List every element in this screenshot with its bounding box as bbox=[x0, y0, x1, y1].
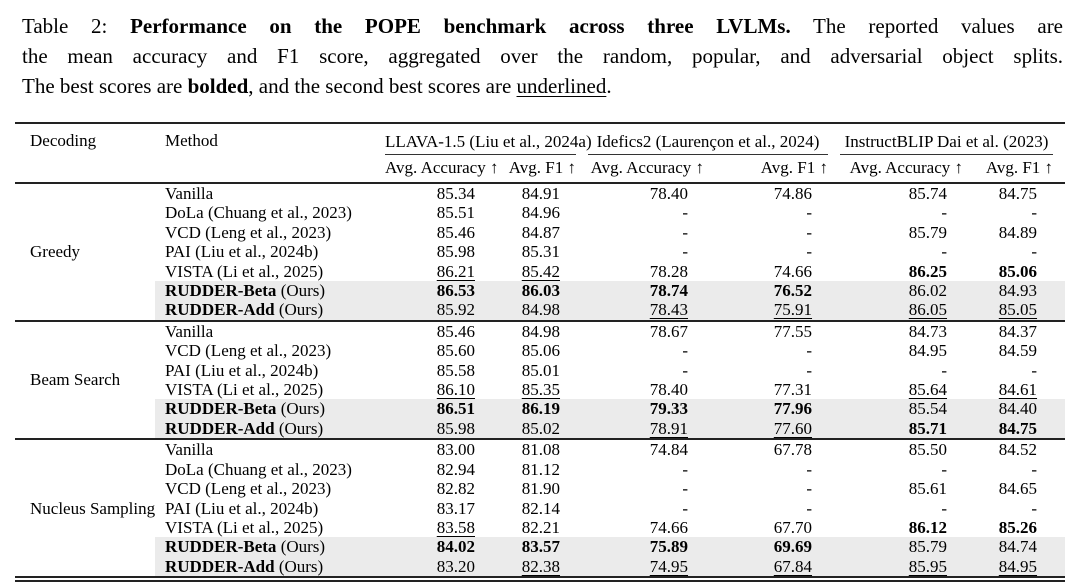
method-cell: PAI (Liu et al., 2024b) bbox=[165, 360, 319, 380]
metric-value: 85.54 bbox=[840, 399, 975, 418]
caption-line bbox=[22, 41, 1063, 71]
metric-value: 85.26 bbox=[998, 517, 1038, 537]
method-cell: VISTA (Li et al., 2025) bbox=[165, 517, 324, 537]
metric-value: 81.08 bbox=[521, 440, 561, 460]
metric-value: 78.74 bbox=[588, 281, 716, 300]
metric-value: 83.58 bbox=[436, 517, 475, 537]
metric-value: - bbox=[806, 341, 813, 361]
section-beam-search bbox=[15, 321, 1065, 439]
section-nucleus-sampling bbox=[15, 439, 1065, 577]
metric-value: - bbox=[1031, 203, 1038, 223]
method-cell: VISTA (Li et al., 2025) bbox=[165, 380, 324, 400]
metric-value: - bbox=[682, 360, 689, 380]
col-header-method: Method bbox=[165, 131, 218, 150]
metric-value: 85.71 bbox=[840, 419, 975, 439]
metric-value: 67.84 bbox=[716, 557, 840, 577]
caption-line bbox=[22, 11, 1063, 41]
method-name-bold: RUDDER-Beta bbox=[165, 281, 277, 301]
method-cell: VISTA (Li et al., 2025) bbox=[165, 261, 324, 281]
metric-value: 85.06 bbox=[998, 261, 1038, 281]
metric-value: - bbox=[682, 479, 689, 499]
metric-value: 74.84 bbox=[649, 440, 689, 460]
metric-value: 82.82 bbox=[436, 479, 475, 499]
col-header-idefics2-accuracy: Avg. Accuracy ↑ bbox=[590, 158, 705, 177]
metric-value: - bbox=[682, 459, 689, 479]
method-name-bold: RUDDER-Beta bbox=[165, 537, 277, 557]
metric-value: 85.06 bbox=[521, 341, 561, 361]
metric-value: 86.25 bbox=[908, 261, 948, 281]
table-row bbox=[15, 499, 1065, 518]
metric-value: 83.57 bbox=[503, 537, 588, 556]
metric-value: - bbox=[682, 341, 689, 361]
metric-value: 74.95 bbox=[588, 557, 716, 577]
metric-value: 77.60 bbox=[716, 419, 840, 439]
caption-text: . bbox=[606, 74, 612, 98]
metric-value: 79.33 bbox=[588, 399, 716, 418]
method-cell: RUDDER-Beta (Ours) bbox=[155, 399, 385, 418]
decoding-label: Nucleus Sampling bbox=[30, 498, 156, 518]
metric-value: 85.64 bbox=[908, 380, 948, 400]
col-group-llava-label: LLAVA-1.5 (Liu et al., 2024a) bbox=[385, 132, 576, 155]
table-row bbox=[15, 262, 1065, 281]
metric-value: 84.61 bbox=[998, 380, 1038, 400]
metric-value: 85.35 bbox=[521, 380, 561, 400]
metric-value: 84.96 bbox=[521, 203, 561, 223]
metric-value: 81.12 bbox=[521, 459, 561, 479]
metric-value: 86.53 bbox=[385, 281, 503, 300]
metric-value: 77.31 bbox=[773, 380, 813, 400]
table-row bbox=[15, 439, 1065, 459]
metric-value: 85.74 bbox=[908, 184, 948, 203]
metric-value: 83.17 bbox=[436, 498, 475, 518]
metric-value: 85.42 bbox=[521, 261, 561, 281]
metric-value: 85.31 bbox=[521, 242, 561, 262]
metric-value: 77.96 bbox=[716, 399, 840, 418]
metric-value: 74.66 bbox=[649, 517, 689, 537]
metric-value: 85.92 bbox=[385, 300, 503, 320]
caption-text: the mean accuracy and F1 score, aggregated over the random, popular, and adversarial object splits. bbox=[22, 44, 1063, 68]
caption-text: The reported values are bbox=[790, 14, 1064, 38]
col-group-idefics2 bbox=[588, 123, 840, 155]
method-cell: VCD (Leng et al., 2023) bbox=[165, 222, 332, 242]
table-row bbox=[15, 321, 1065, 341]
metric-value: 76.52 bbox=[716, 281, 840, 300]
caption-underlined-text: underlined bbox=[516, 74, 607, 98]
metric-value: 78.91 bbox=[588, 419, 716, 439]
col-group-instructblip bbox=[840, 123, 1065, 155]
metric-value: 84.75 bbox=[998, 184, 1038, 203]
table-row bbox=[15, 419, 1065, 439]
method-cell: RUDDER-Add (Ours) bbox=[155, 300, 385, 320]
metric-value: 78.43 bbox=[588, 300, 716, 320]
metric-value: 77.55 bbox=[773, 321, 813, 341]
metric-value: 69.69 bbox=[716, 537, 840, 556]
metric-value: 74.86 bbox=[773, 184, 813, 203]
col-group-llava bbox=[385, 123, 592, 155]
metric-value: 67.70 bbox=[773, 517, 813, 537]
metric-value: 85.50 bbox=[908, 440, 948, 460]
metric-value: 86.02 bbox=[840, 281, 975, 300]
metric-value: 85.46 bbox=[436, 321, 475, 341]
col-header-decoding: Decoding bbox=[30, 131, 97, 150]
table-row bbox=[15, 341, 1065, 360]
method-name-bold: RUDDER-Add bbox=[165, 418, 275, 438]
metric-value: 78.67 bbox=[649, 321, 689, 341]
table-row bbox=[15, 557, 1065, 577]
method-name-bold: RUDDER-Add bbox=[165, 556, 275, 576]
method-cell: Vanilla bbox=[165, 184, 214, 203]
col-group-idefics2-label: Idefics2 (Laurençon et al., 2024) bbox=[588, 132, 828, 155]
metric-value: 85.79 bbox=[908, 222, 948, 242]
metric-value: - bbox=[682, 242, 689, 262]
metric-value: 84.74 bbox=[975, 537, 1065, 556]
metric-value: 84.95 bbox=[908, 341, 948, 361]
metric-value: 82.94 bbox=[436, 459, 475, 479]
table-row bbox=[15, 380, 1065, 399]
results-table bbox=[15, 122, 1065, 578]
method-cell: RUDDER-Add (Ours) bbox=[155, 557, 385, 577]
table-row bbox=[15, 203, 1065, 222]
table-row bbox=[15, 399, 1065, 418]
table-row bbox=[15, 518, 1065, 537]
table-row bbox=[15, 183, 1065, 203]
table-bottom-rule bbox=[15, 580, 1065, 582]
metric-value: 86.21 bbox=[436, 261, 475, 281]
metric-value: - bbox=[682, 203, 689, 223]
caption-bold-text: Performance on the POPE benchmark across three LVLMs. bbox=[130, 14, 791, 38]
table-header bbox=[15, 123, 1065, 183]
method-cell: Vanilla bbox=[165, 440, 214, 460]
metric-value: 84.65 bbox=[998, 479, 1038, 499]
metric-value: 84.87 bbox=[521, 222, 561, 242]
section-greedy bbox=[15, 183, 1065, 321]
metric-value: - bbox=[1031, 242, 1038, 262]
metric-value: 84.91 bbox=[521, 184, 561, 203]
method-cell: RUDDER-Beta (Ours) bbox=[155, 537, 385, 556]
metric-value: 85.61 bbox=[908, 479, 948, 499]
metric-value: 84.98 bbox=[503, 300, 588, 320]
metric-value: 75.89 bbox=[588, 537, 716, 556]
col-header-llava-f1: Avg. F1 ↑ bbox=[508, 158, 577, 177]
metric-value: - bbox=[1031, 459, 1038, 479]
metric-value: - bbox=[941, 242, 948, 262]
decoding-label: Beam Search bbox=[30, 370, 121, 390]
table-row bbox=[15, 281, 1065, 300]
metric-value: 78.28 bbox=[649, 261, 689, 281]
metric-value: - bbox=[1031, 360, 1038, 380]
metric-value: - bbox=[941, 360, 948, 380]
metric-value: 83.20 bbox=[385, 557, 503, 577]
metric-value: - bbox=[806, 479, 813, 499]
metric-value: - bbox=[806, 222, 813, 242]
metric-value: 78.40 bbox=[649, 184, 689, 203]
results-table-wrap bbox=[15, 122, 1065, 582]
metric-value: 82.21 bbox=[521, 517, 561, 537]
metric-value: - bbox=[806, 360, 813, 380]
metric-value: 85.01 bbox=[521, 360, 561, 380]
metric-value: 84.75 bbox=[975, 419, 1065, 439]
metric-value: 86.19 bbox=[503, 399, 588, 418]
metric-value: 67.78 bbox=[773, 440, 813, 460]
caption-bold-text: bolded bbox=[187, 74, 249, 98]
metric-value: 85.51 bbox=[436, 203, 475, 223]
table-row bbox=[15, 479, 1065, 498]
method-cell: RUDDER-Add (Ours) bbox=[155, 419, 385, 439]
metric-value: 83.00 bbox=[436, 440, 475, 460]
metric-value: 86.03 bbox=[503, 281, 588, 300]
metric-value: - bbox=[682, 222, 689, 242]
table-caption bbox=[22, 11, 1063, 101]
metric-value: - bbox=[806, 498, 813, 518]
method-cell: DoLa (Chuang et al., 2023) bbox=[165, 203, 352, 223]
method-cell: PAI (Liu et al., 2024b) bbox=[165, 242, 319, 262]
metric-value: 85.58 bbox=[436, 360, 475, 380]
method-cell: RUDDER-Beta (Ours) bbox=[155, 281, 385, 300]
metric-value: 84.37 bbox=[998, 321, 1038, 341]
metric-value: 84.40 bbox=[975, 399, 1065, 418]
metric-value: 84.95 bbox=[975, 557, 1065, 577]
method-cell: DoLa (Chuang et al., 2023) bbox=[165, 459, 352, 479]
metric-value: 82.38 bbox=[503, 557, 588, 577]
metric-value: 84.02 bbox=[385, 537, 503, 556]
metric-value: 85.46 bbox=[436, 222, 475, 242]
table-row bbox=[15, 300, 1065, 320]
table-row bbox=[15, 460, 1065, 479]
method-cell: Vanilla bbox=[165, 321, 214, 341]
metric-value: 75.91 bbox=[716, 300, 840, 320]
caption-line bbox=[22, 71, 1063, 101]
metric-value: 84.89 bbox=[998, 222, 1038, 242]
metric-value: 78.40 bbox=[649, 380, 689, 400]
metric-value: - bbox=[941, 498, 948, 518]
col-group-instructblip-label: InstructBLIP Dai et al. (2023) bbox=[840, 132, 1053, 155]
col-header-instructblip-accuracy: Avg. Accuracy ↑ bbox=[849, 158, 964, 177]
metric-value: 85.98 bbox=[385, 419, 503, 439]
table-row bbox=[15, 361, 1065, 380]
metric-value: 86.12 bbox=[908, 517, 948, 537]
caption-text: The best scores are bbox=[22, 74, 188, 98]
metric-value: 74.66 bbox=[773, 261, 813, 281]
metric-value: - bbox=[1031, 498, 1038, 518]
metric-value: 86.10 bbox=[436, 380, 475, 400]
metric-value: - bbox=[941, 459, 948, 479]
caption-text: Table 2: bbox=[22, 14, 131, 38]
metric-value: - bbox=[682, 498, 689, 518]
metric-value: 82.14 bbox=[521, 498, 561, 518]
col-header-llava-accuracy: Avg. Accuracy ↑ bbox=[385, 158, 499, 177]
col-header-instructblip-f1: Avg. F1 ↑ bbox=[985, 158, 1054, 177]
table-row bbox=[15, 223, 1065, 242]
method-cell: VCD (Leng et al., 2023) bbox=[165, 341, 332, 361]
metric-value: 85.79 bbox=[840, 537, 975, 556]
caption-text: , and the second best scores are bbox=[248, 74, 517, 98]
method-name-bold: RUDDER-Beta bbox=[165, 399, 277, 419]
metric-value: 84.98 bbox=[521, 321, 561, 341]
metric-value: 85.95 bbox=[840, 557, 975, 577]
metric-value: 86.51 bbox=[385, 399, 503, 418]
metric-value: - bbox=[941, 203, 948, 223]
metric-value: 85.34 bbox=[436, 184, 475, 203]
metric-value: 84.73 bbox=[908, 321, 948, 341]
metric-value: 84.93 bbox=[975, 281, 1065, 300]
method-cell: VCD (Leng et al., 2023) bbox=[165, 479, 332, 499]
metric-value: 84.52 bbox=[998, 440, 1038, 460]
col-header-idefics2-f1: Avg. F1 ↑ bbox=[760, 158, 829, 177]
metric-value: 81.90 bbox=[521, 479, 561, 499]
method-name-bold: RUDDER-Add bbox=[165, 300, 275, 320]
metric-value: - bbox=[806, 203, 813, 223]
metric-value: - bbox=[806, 242, 813, 262]
metric-value: 84.59 bbox=[998, 341, 1038, 361]
metric-value: 85.05 bbox=[975, 300, 1065, 320]
metric-value: 86.05 bbox=[840, 300, 975, 320]
method-cell: PAI (Liu et al., 2024b) bbox=[165, 498, 319, 518]
table-row bbox=[15, 537, 1065, 556]
table-row bbox=[15, 242, 1065, 261]
metric-value: - bbox=[806, 459, 813, 479]
metric-value: 85.60 bbox=[436, 341, 475, 361]
metric-value: 85.02 bbox=[503, 419, 588, 439]
decoding-label: Greedy bbox=[30, 242, 81, 262]
metric-value: 85.98 bbox=[436, 242, 475, 262]
group-header-row bbox=[15, 123, 1065, 155]
